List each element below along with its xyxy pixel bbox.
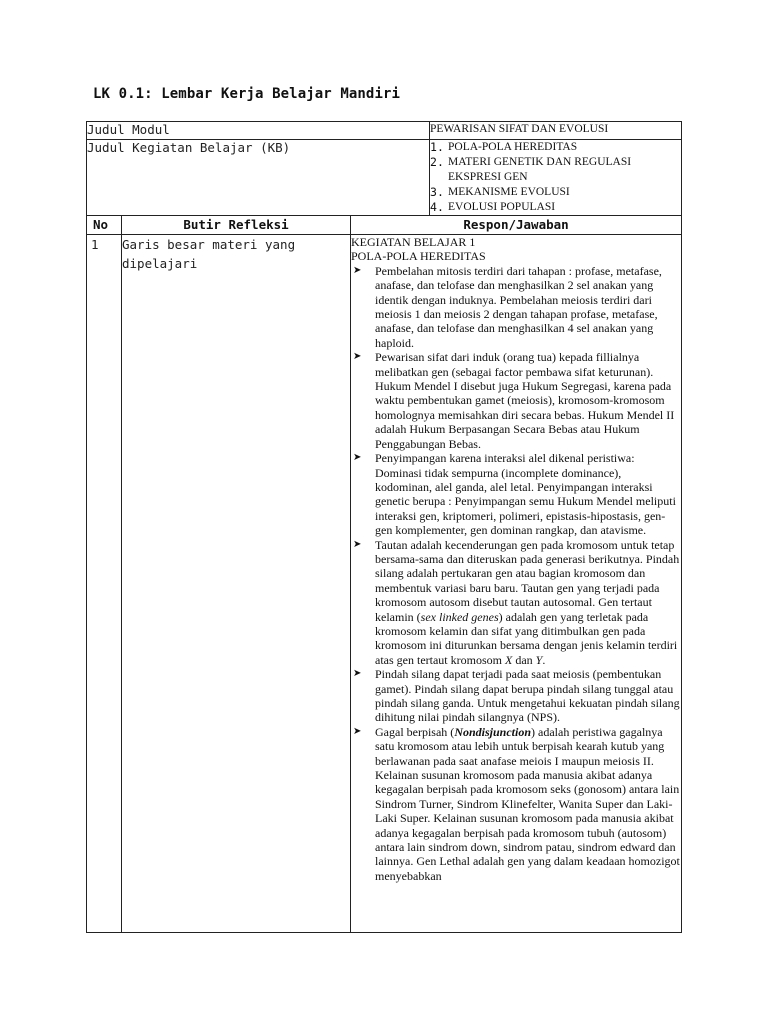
list-item (351, 725, 681, 883)
kegiatan-item-text: EVOLUSI POPULASI (448, 201, 556, 213)
kegiatan-item-number: 4. (430, 200, 444, 214)
modul-label: Judul Modul (87, 122, 170, 137)
kb-subtitle: POLA-POLA HEREDITAS (351, 249, 486, 264)
italic-term: Y (535, 652, 543, 667)
list-item (351, 451, 681, 537)
kegiatan-item-number: 1. (430, 140, 444, 154)
bold-italic-term: Nondisjunction (454, 724, 532, 739)
kegiatan-item (430, 140, 681, 155)
table-header-row (87, 216, 682, 235)
arrowhead-bullet-icon: ➤ (353, 668, 362, 680)
italic-term: sex linked genes (420, 609, 499, 624)
list-item-text: Pembelahan mitosis terdiri dari tahapan : profase, metafase, anafase, dan telofase dan menghasilkan 2 sel anakan yang identik dengan induknya. Pembelahan meiosis terdiri dari meiosis 1 dan meiosis 2 dengan tahapan profase, metafase, anafase, dan telofase dan menghasilkan 4 sel anakan yang haploid. (375, 263, 662, 350)
list-item-text: Pindah silang dapat terjadi pada saat meiosis (pembentukan gamet). Pindah silang dapat berupa pindah silang tunggal atau pindah silang ganda. Untuk mengetahui kekuatan pindah silang dihitung nilai pindah silangnya (NPS). (375, 667, 680, 725)
answer-list (351, 264, 681, 883)
page-title: LK 0.1: Lembar Kerja Belajar Mandiri (93, 86, 401, 102)
kegiatan-list (430, 140, 681, 215)
kegiatan-row (87, 140, 682, 216)
table-row (87, 235, 682, 933)
text-run: ) adalah gen yang terletak pada kromosom kelamin dan sifat yang ditimbulkan gen pada kromosom ini diturunkan bersama dengan jenis kelamin terdiri atas gen tertaut kromosom (375, 609, 678, 667)
list-item-text: Pewarisan sifat dari induk (orang tua) kepada fillialnya melibatkan gen (sebagai factor pembawa sifat keturunan). Hukum Mendel I disebut juga Hukum Segregasi, karena pada waktu pembentukan gamet (meiosis), kromosom-kromosom homolognya memisahkan diri secara bebas. Hukum Mendel II adalah Hukum Berpasangan Secara Bebas atau Hukum Penggabungan Bebas. (375, 350, 675, 451)
worksheet-table (86, 121, 682, 933)
header-no: No (87, 216, 122, 235)
kegiatan-label: Judul Kegiatan Belajar (KB) (87, 140, 291, 155)
kegiatan-item (430, 200, 681, 215)
header-butir-refleksi: Butir Refleksi (122, 216, 351, 235)
header-respon-jawaban: Respon/Jawaban (351, 216, 682, 235)
list-item-text (375, 538, 679, 667)
butir-refleksi-text: Garis besar materi yang dipelajari (122, 237, 296, 271)
arrowhead-bullet-icon: ➤ (353, 452, 362, 464)
list-item (351, 264, 681, 350)
kegiatan-item-number: 2. (430, 155, 444, 169)
kegiatan-item (430, 185, 681, 200)
kegiatan-item-text: MATERI GENETIK DAN REGULASI EKSPRESI GEN (448, 156, 632, 183)
list-item-text: Penyimpangan karena interaksi alel dikenal peristiwa: Dominasi tidak sempurna (incomplete dominance), kodominan, alel ganda, alel letal. Penyimpangan interaksi genetic berupa : Penyimpangan semu Hukum Mendel meliputi interaksi gen, kriptomeri, polimeri, epistasis-hipostasis, gen-gen komplementer, gen dominan rangkap, dan atavisme. (375, 451, 676, 538)
row-number: 1 (91, 237, 99, 252)
list-item (351, 350, 681, 451)
italic-term: X (504, 652, 513, 667)
arrowhead-bullet-icon: ➤ (353, 351, 362, 363)
kegiatan-item-text: MEKANISME EVOLUSI (448, 186, 570, 198)
text-run: ) adalah peristiwa gagalnya satu kromosom atau lebih untuk berpisah kearah kutub yang berlawanan pada saat anafase meiois I maupun meiosis II. Kelainan susunan kromosom pada manusia akibat adanya kegagalan berpisah pada kromosom seks (gonosom) antara lain Sindrom Turner, Sindrom Klinefelter, Wanita Super dan Laki-Laki Super. Kelainan susunan kromosom pada manusia akibat adanya kegagalan berpisah pada kromosom tubuh (autosom) antara lain sindrom down, sindrom patau, sindrom edward dan lainnya. Gen Lethal adalah gen yang dalam keadaan homozigot menyebabkan (375, 724, 680, 883)
arrowhead-bullet-icon: ➤ (353, 538, 362, 550)
modul-value: PEWARISAN SIFAT DAN EVOLUSI (430, 123, 609, 135)
modul-row (87, 122, 682, 140)
text-run: . (542, 652, 546, 667)
list-item (351, 667, 681, 725)
arrowhead-bullet-icon: ➤ (353, 264, 362, 276)
text-run: Gagal berpisah ( (375, 724, 455, 739)
arrowhead-bullet-icon: ➤ (353, 725, 362, 737)
list-item (351, 538, 681, 668)
kegiatan-item-text: POLA-POLA HEREDITAS (448, 141, 578, 153)
list-item-text (375, 725, 680, 883)
text-run: dan (512, 652, 536, 667)
kb-title: KEGIATAN BELAJAR 1 (351, 235, 476, 249)
text-run: Tautan adalah kecenderungan gen pada kromosom untuk tetap bersama-sama dan diteruskan pada generasi berikutnya. Pindah silang adalah pertukaran gen atau bagian kromosom dan membentuk variasi baru baru. Tautan gen yang terjadi pada kromosom autosom disebut tautan autosomal. Gen tertaut kelamin ( (375, 537, 680, 624)
kegiatan-item-number: 3. (430, 185, 444, 199)
kegiatan-item (430, 155, 681, 185)
respon-cell (351, 235, 682, 933)
